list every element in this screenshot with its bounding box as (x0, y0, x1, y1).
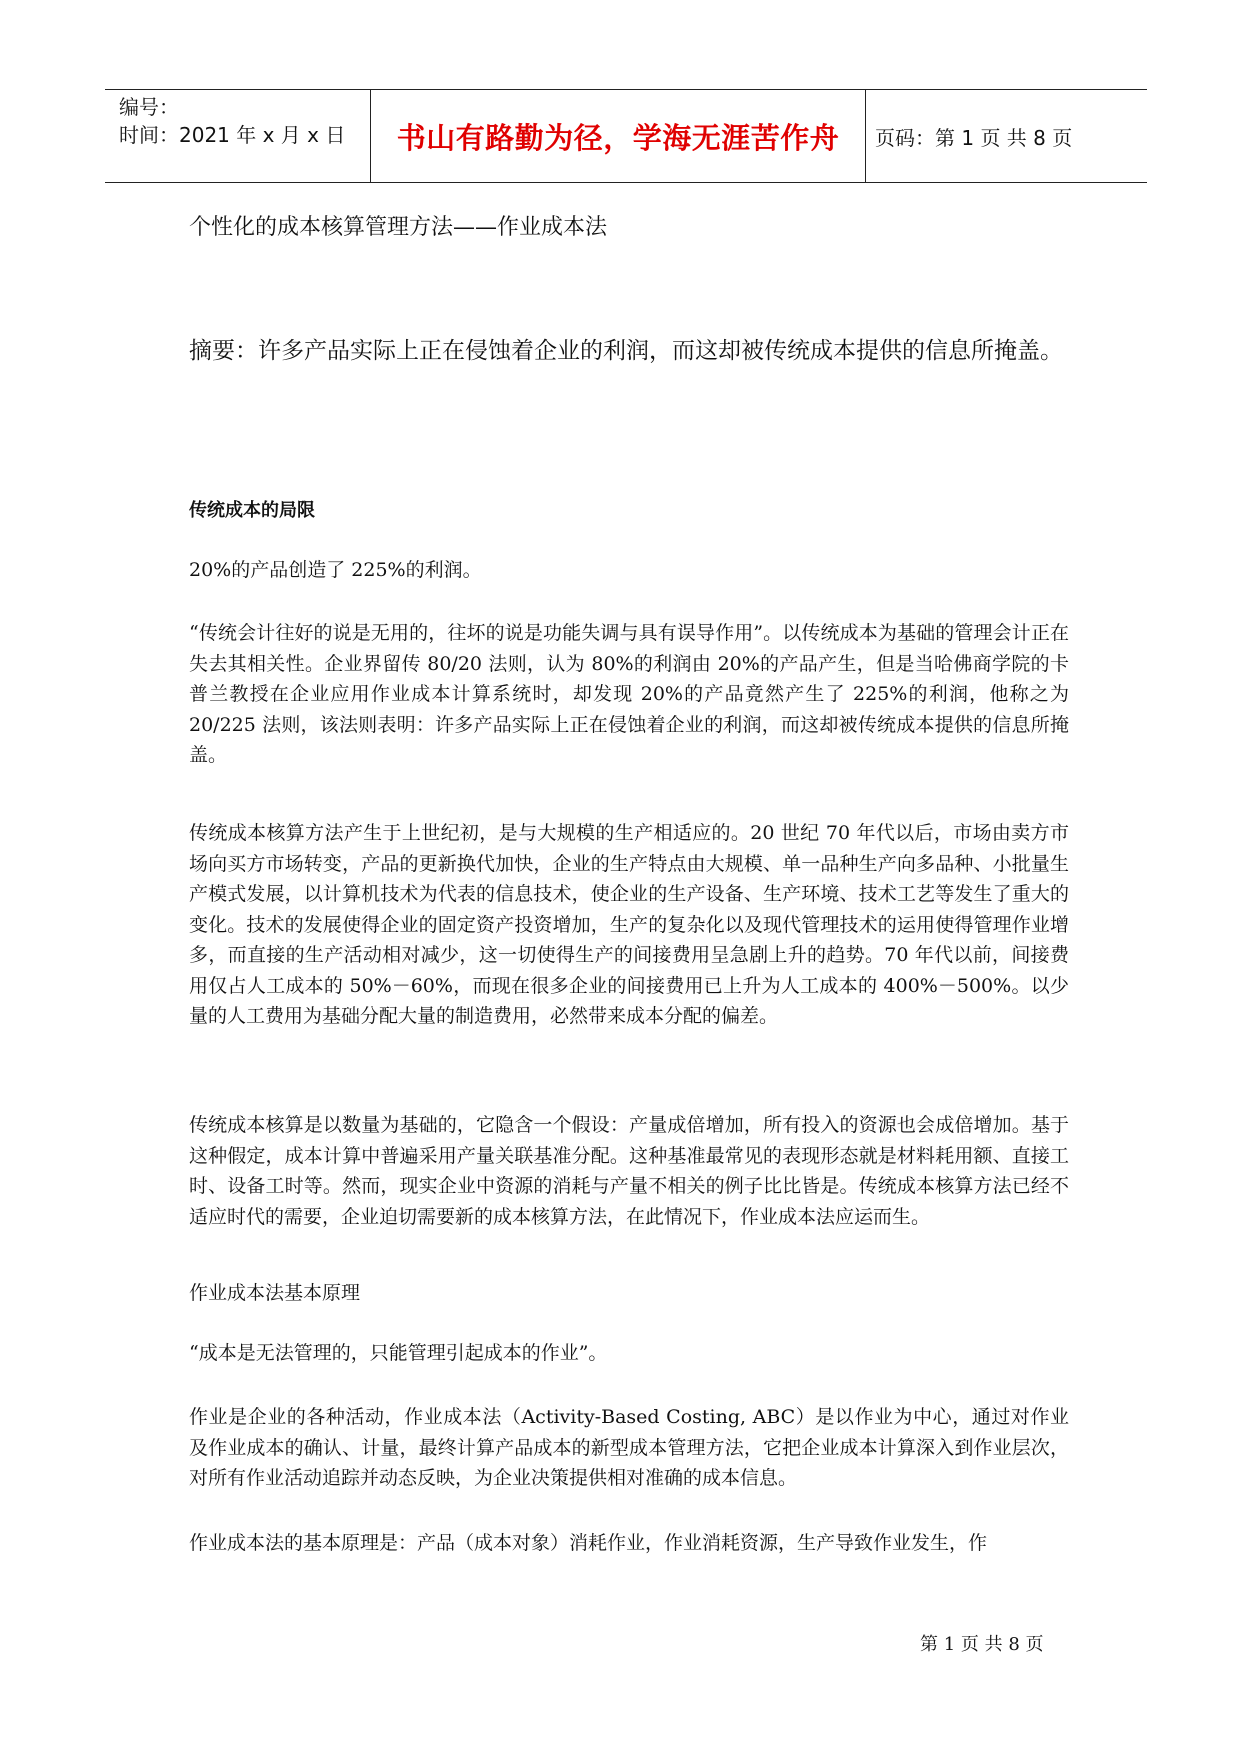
paragraph: “传统会计往好的说是无用的，往坏的说是功能失调与具有误导作用”。以传统成本为基础的管理会计正在失去其相关性。企业界留传 80/20 法则，认为 80%的利润由 20%的产品产生，但是当哈佛商学院的卡普兰教授在企业应用作业成本计算系统时，却发现 20%的产品竟然产生了 225%的利润，他称之为 20/225 法则，该法则表明：许多产品实际上正在侵蚀着企业的利润，而这却被传统成本提供的信息所掩盖。 (189, 622, 1069, 766)
page-header (105, 89, 1147, 183)
paragraph: 作业是企业的各种活动，作业成本法（Activity-Based Costing, ABC）是以作业为中心，通过对作业及作业成本的确认、计量，最终计算产品成本的新型成本管理方法，它把企业成本计算深入到作业层次，对所有作业活动追踪并动态反映，为企业决策提供相对准确的成本信息。 (189, 1406, 1069, 1489)
abstract: 摘要：许多产品实际上正在侵蚀着企业的利润，而这却被传统成本提供的信息所掩盖。 (189, 338, 1063, 364)
header-meta-cell (105, 90, 371, 182)
document-time-label: 时间：2021 年 x 月 x 日 (119, 123, 346, 147)
paragraph: 20%的产品创造了 225%的利润。 (189, 559, 482, 581)
document-number-label: 编号： (119, 95, 179, 119)
paragraph: “成本是无法管理的，只能管理引起成本的作业”。 (189, 1342, 608, 1364)
paragraph: 传统成本核算是以数量为基础的，它隐含一个假设：产量成倍增加，所有投入的资源也会成倍增加。基于这种假定，成本计算中普遍采用产量关联基准分配。这种基准最常见的表现形态就是材料耗用额、直接工时、设备工时等。然而，现实企业中资源的消耗与产量不相关的例子比比皆是。传统成本核算方法已经不适应时代的需要，企业迫切需要新的成本核算方法，在此情况下，作业成本法应运而生。 (189, 1114, 1069, 1228)
header-page-info: 页码：第 1 页 共 8 页 (875, 125, 1073, 150)
page-footer: 第 1 页 共 8 页 (920, 1634, 1044, 1655)
subsection-heading: 作业成本法基本原理 (189, 1282, 361, 1304)
section-heading: 传统成本的局限 (189, 500, 315, 521)
paragraph: 作业成本法的基本原理是：产品（成本对象）消耗作业，作业消耗资源，生产导致作业发生，作 (189, 1532, 988, 1554)
header-motto: 书山有路勤为径，学海无涯苦作舟 (371, 90, 866, 182)
document-title: 个性化的成本核算管理方法——作业成本法 (189, 215, 608, 240)
paragraph: 传统成本核算方法产生于上世纪初，是与大规模的生产相适应的。20 世纪 70 年代以后，市场由卖方市场向买方市场转变，产品的更新换代加快，企业的生产特点由大规模、单一品种生产向多品种、小批量生产模式发展，以计算机技术为代表的信息技术，使企业的生产设备、生产环境、技术工艺等发生了重大的变化。技术的发展使得企业的固定资产投资增加，生产的复杂化以及现代管理技术的运用使得管理作业增多，而直接的生产活动相对减少，这一切使得生产的间接费用呈急剧上升的趋势。70 年代以前，间接费用仅占人工成本的 50%－60%，而现在很多企业的间接费用已上升为人工成本的 400%－500%。以少量的人工费用为基础分配大量的制造费用，必然带来成本分配的偏差。 (189, 822, 1069, 1027)
